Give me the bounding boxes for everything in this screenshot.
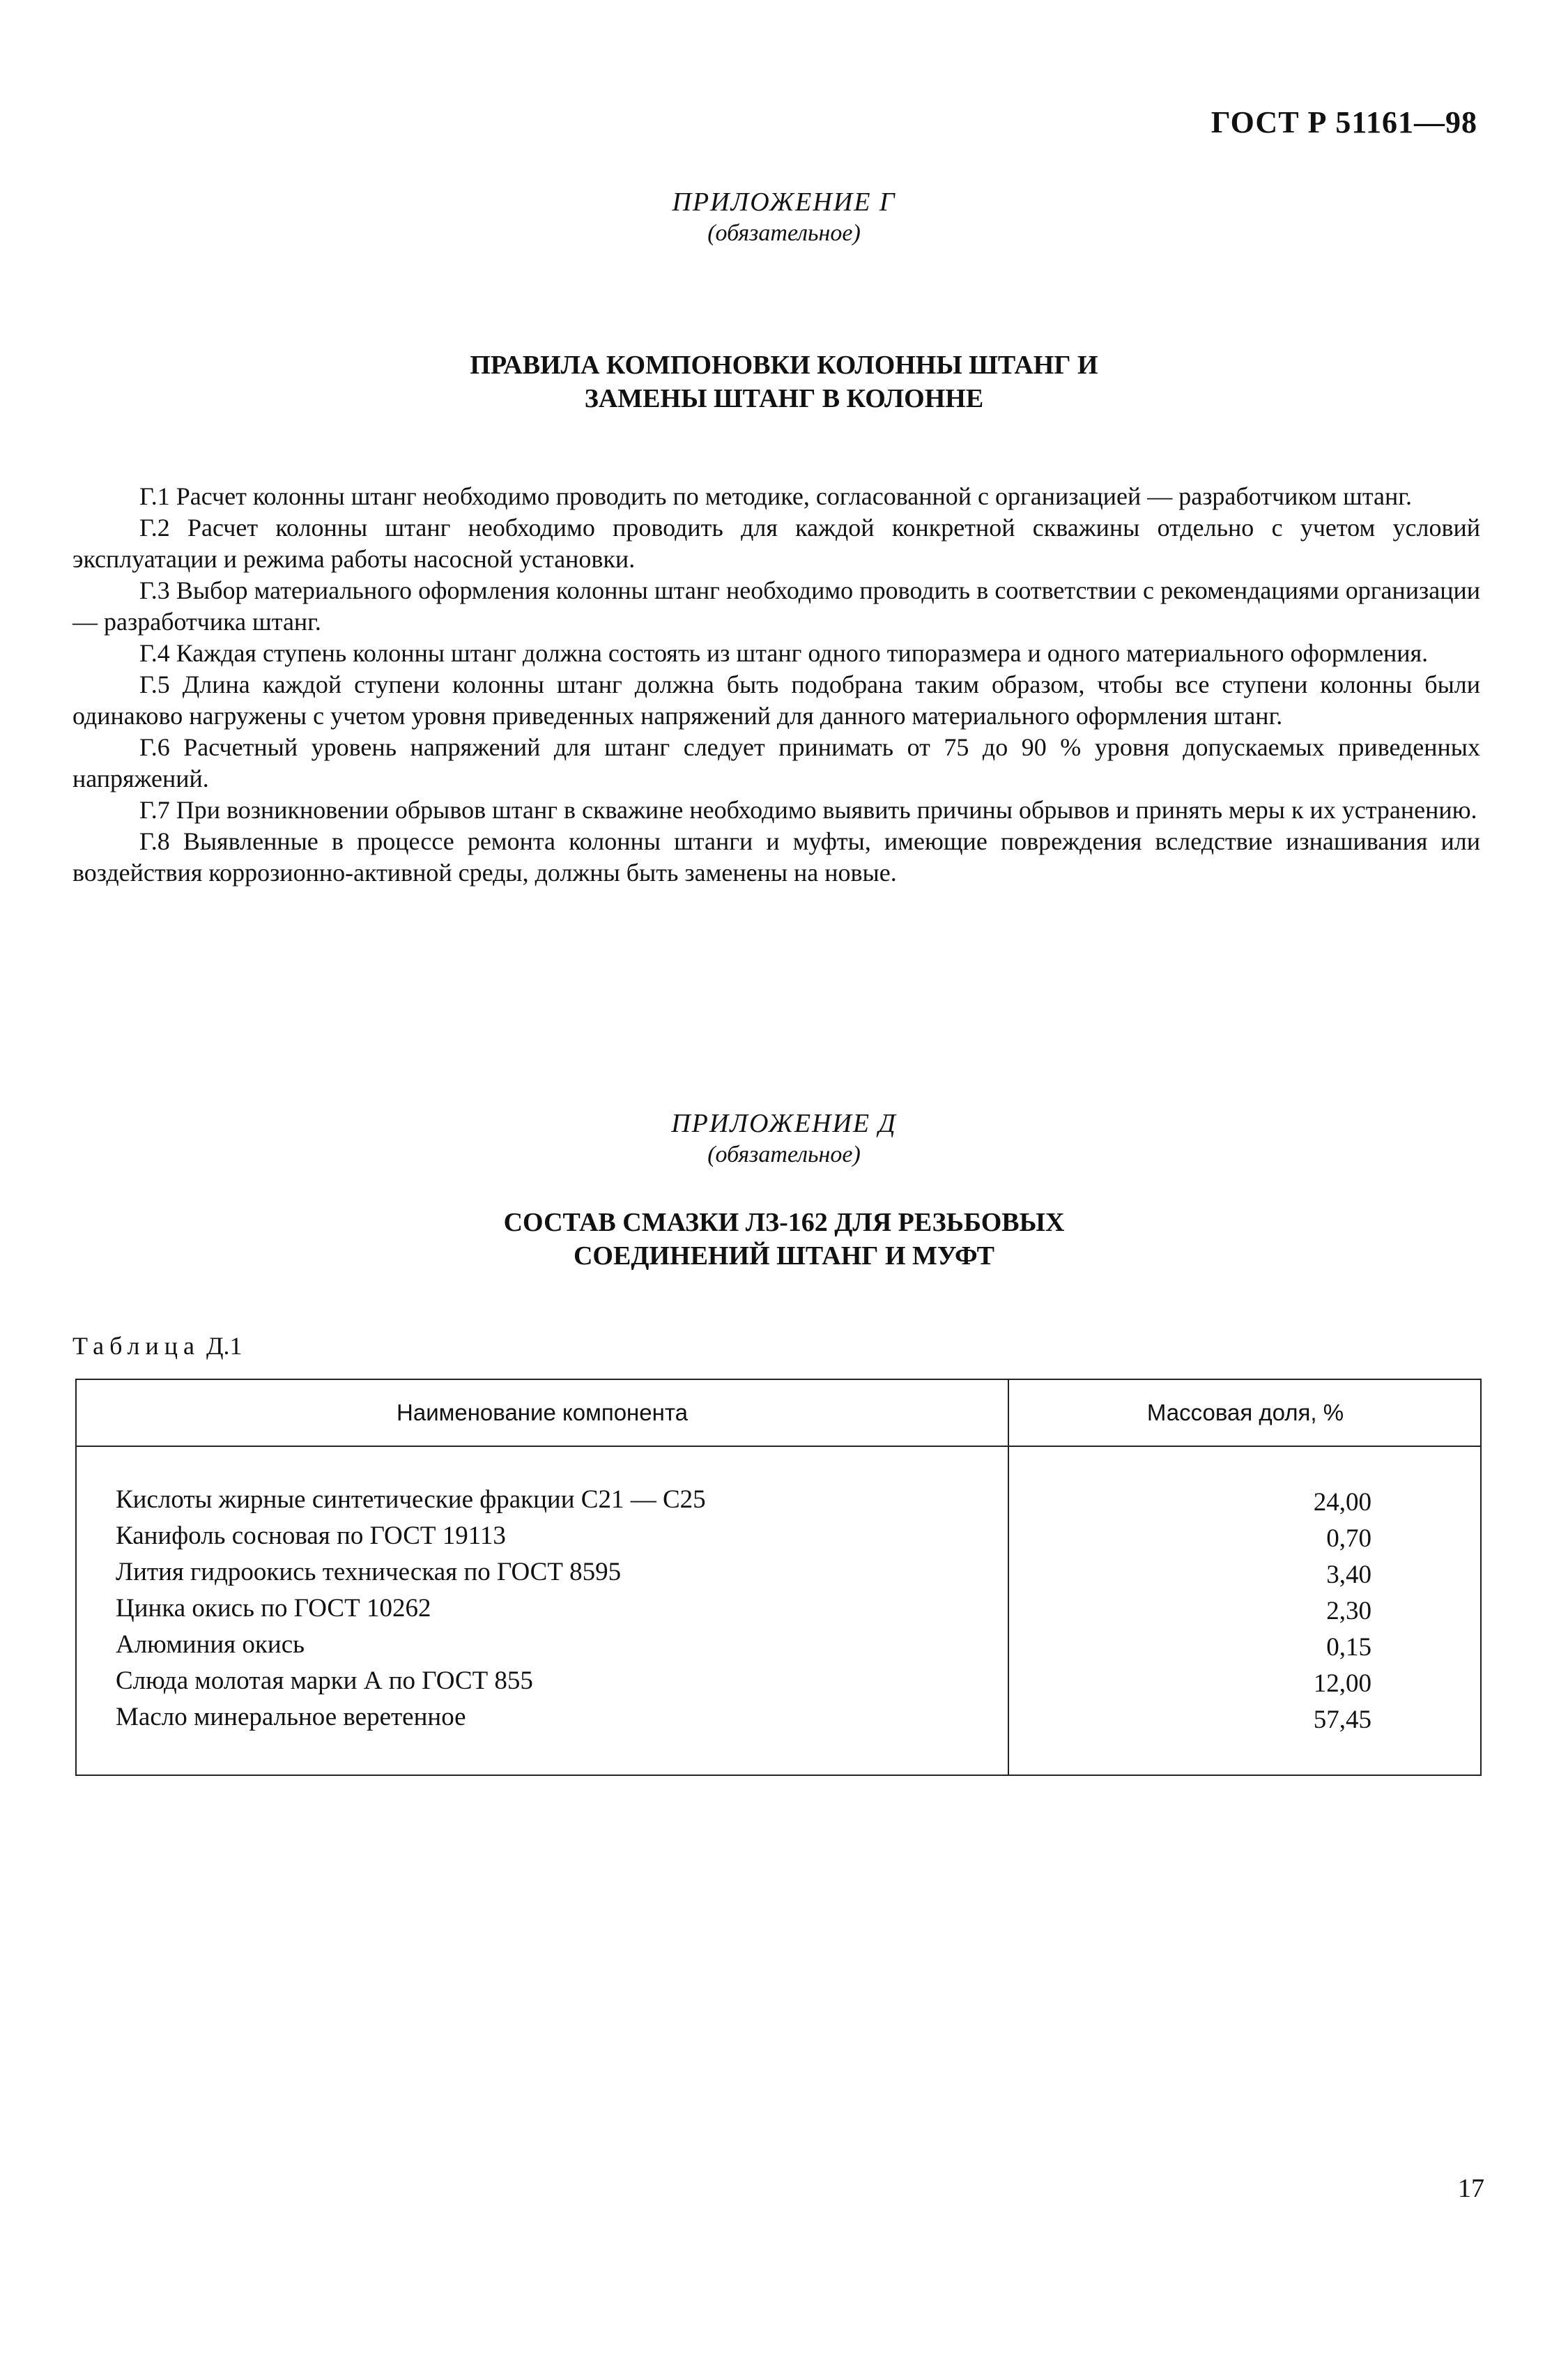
appendix-g-title: ПРИЛОЖЕНИЕ Г: [672, 187, 896, 217]
component-name: Лития гидроокись техническая по ГОСТ 8595: [116, 1558, 622, 1586]
appendix-g-heading-line1: ПРАВИЛА КОМПОНОВКИ КОЛОННЫ ШТАНГ И: [470, 351, 1098, 380]
mass-fraction: 3,40: [1326, 1561, 1371, 1589]
paragraph-g4: Г.4 Каждая ступень колонны штанг должна состоять из штанг одного типоразмера и одного материального оформления.: [139, 639, 1429, 667]
table-row: [77, 1521, 1480, 1557]
table-row: [77, 1557, 1480, 1593]
appendix-d-heading-line2: СОЕДИНЕНИЙ ШТАНГ И МУФТ: [573, 1241, 994, 1271]
appendix-g-heading-line2: ЗАМЕНЫ ШТАНГ В КОЛОННЕ: [584, 384, 984, 413]
paragraph-g1: Г.1 Расчет колонны штанг необходимо проводить по методике, согласованной с организацией — разработчиком штанг.: [139, 482, 1412, 510]
component-name: Слюда молотая марки А по ГОСТ 855: [116, 1666, 533, 1695]
appendix-g-subtitle: (обязательное): [707, 220, 861, 246]
gost-standard-number: ГОСТ Р 51161—98: [1210, 105, 1477, 139]
mass-fraction: 12,00: [1313, 1669, 1371, 1698]
paragraph-g3: Г.3 Выбор материального оформления колонны штанг необходимо проводить в соответствии с рекомендациями организации — разработчика штанг.: [72, 576, 1480, 636]
component-name: Масло минеральное веретенное: [116, 1703, 466, 1731]
table-caption-word: Таблица: [72, 1332, 200, 1360]
appendix-d-subtitle: (обязательное): [707, 1142, 861, 1167]
component-name: Алюминия окись: [116, 1630, 305, 1659]
table-row: [77, 1593, 1480, 1630]
page-number: 17: [1458, 2174, 1484, 2203]
table-row: [77, 1485, 1480, 1521]
paragraph-g7: Г.7 При возникновении обрывов штанг в скважине необходимо выявить причины обрывов и принять меры к их устранению.: [139, 796, 1477, 824]
table-caption-number: Д.1: [206, 1332, 243, 1360]
appendix-d-title: ПРИЛОЖЕНИЕ Д: [671, 1109, 897, 1138]
component-name: Кислоты жирные синтетические фракции С21 — С25: [116, 1485, 706, 1514]
mass-fraction: 0,15: [1326, 1633, 1371, 1662]
paragraph-g6: Г.6 Расчетный уровень напряжений для штанг следует принимать от 75 до 90 % уровня допускаемых приведенных напряжений.: [72, 733, 1480, 792]
paragraph-g2: Г.2 Расчет колонны штанг необходимо проводить для каждой конкретной скважины отдельно с учетом условий эксплуатации и режима работы насосной установки.: [72, 514, 1480, 573]
appendix-d-heading: [0, 1206, 1568, 1273]
component-name: Канифоль сосновая по ГОСТ 19113: [116, 1522, 506, 1550]
mass-fraction: 2,30: [1326, 1597, 1371, 1625]
composition-table: [75, 1379, 1482, 1776]
table-caption: [72, 1331, 243, 1361]
appendix-g-body: [72, 481, 1480, 889]
table-header-divider: [77, 1446, 1480, 1447]
table-row: [77, 1666, 1480, 1702]
table-header-mass-fraction: Массовая доля, %: [1146, 1400, 1344, 1425]
appendix-d-heading-line1: СОСТАВ СМАЗКИ ЛЗ-162 ДЛЯ РЕЗЬБОВЫХ: [503, 1208, 1065, 1237]
table-header-component: Наименование компонента: [397, 1400, 688, 1425]
mass-fraction: 0,70: [1326, 1524, 1371, 1553]
mass-fraction: 57,45: [1313, 1706, 1371, 1734]
table-row: [77, 1630, 1480, 1666]
table-row: [77, 1702, 1480, 1738]
table-body: [77, 1485, 1480, 1738]
paragraph-g5: Г.5 Длина каждой ступени колонны штанг должна быть подобрана таким образом, чтобы все ступени колонны были одинаково нагружены с учетом уровня приведенных напряжений для данного материального оформления штанг.: [72, 670, 1480, 730]
appendix-g-heading: [0, 348, 1568, 415]
paragraph-g8: Г.8 Выявленные в процессе ремонта колонны штанги и муфты, имеющие повреждения вследствие изнашивания или воздействия коррозионно-активной среды, должны быть заменены на новые.: [72, 827, 1480, 887]
component-name: Цинка окись по ГОСТ 10262: [116, 1594, 431, 1623]
mass-fraction: 24,00: [1313, 1488, 1371, 1517]
